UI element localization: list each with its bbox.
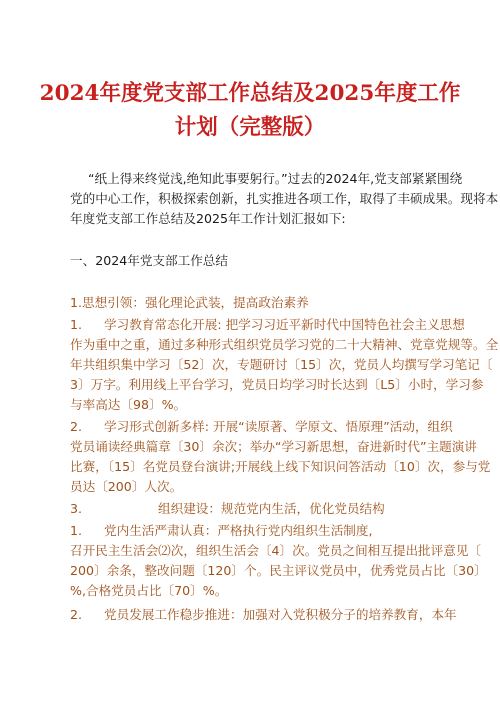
section-heading: 一、2024年党支部工作总结 — [70, 253, 228, 268]
item-4-number: 2. — [70, 607, 83, 622]
item-1-line-1: 学习教育常态化开展: 把学习习近平新时代中国特色社会主义思想 — [104, 317, 465, 332]
item-2-line-2: 党员诵读经典篇章〔30〕余次；举办“学习新思想，奋进新时代”主题演讲 — [70, 439, 477, 454]
subsection-heading-1: 1.思想引领：强化理论武装，提高政治素养 — [70, 295, 309, 310]
item-3-line-2: 召开民主生活会⑵次，组织生活会〔4〕次。党员之间相互提出批评意见〔 — [70, 543, 482, 558]
subsection-heading-2: 组织建设：规范党内生活，优化党员结构 — [158, 501, 385, 516]
item-2-line-3: 比赛，〔15〕名党员登台演讲;开展线上线下知识问答活动〔10〕次，参与党 — [70, 459, 491, 474]
intro-line-1: “纸上得来终觉浅,绝知此事要躬行。”过去的2024年,党支部紧紧围绕 — [88, 171, 463, 186]
item-1-line-3: 年共组织集中学习〔52〕次，专题研讨〔15〕次，党员人均撰写学习笔记〔 — [70, 357, 493, 372]
item-1-number: 1. — [70, 317, 83, 332]
item-3-line-1: 党内生活严肃认真：严格执行党内组织生活制度, — [104, 523, 373, 538]
intro-line-2: 党的中心工作，积极探索创新，扎实推进各项工作，取得了丰硕成果。现将本 — [70, 191, 499, 206]
item-1-line-4: 3〕万字。利用线上平台学习，党员日均学习时长达到〔L5〕小时，学习参 — [70, 377, 484, 392]
document-title-line-2: 计划（完整版） — [174, 115, 326, 140]
item-1-line-2: 作为重中之重，通过多种形式组织党员学习党的二十大精神、党章党规等。全 — [70, 337, 499, 352]
intro-line-3: 年度党支部工作总结及2025年工作计划汇报如下: — [70, 211, 346, 226]
subsection-2-number: 3. — [70, 501, 83, 516]
item-3-line-4: %,合格党员占比〔70〕%。 — [70, 583, 228, 598]
document-title-line-1: 2024年度党支部工作总结及2025年度工作 — [39, 81, 461, 106]
item-2-number: 2. — [70, 419, 83, 434]
item-2-line-1: 学习形式创新多样: 开展“读原著、学原文、悟原理”活动，组织 — [104, 419, 453, 434]
item-1-line-5: 与率高达〔98〕%。 — [70, 397, 187, 412]
item-3-line-3: 200〕余条，整改问题〔120〕个。民主评议党员中，优秀党员占比〔30〕 — [70, 563, 487, 578]
item-4-line-1: 党员发展工作稳步推进：加强对入党积极分子的培养教育，本年 — [104, 607, 457, 622]
item-3-number: 1. — [70, 523, 83, 538]
item-2-line-4: 员达〔200〕人次。 — [70, 479, 183, 494]
